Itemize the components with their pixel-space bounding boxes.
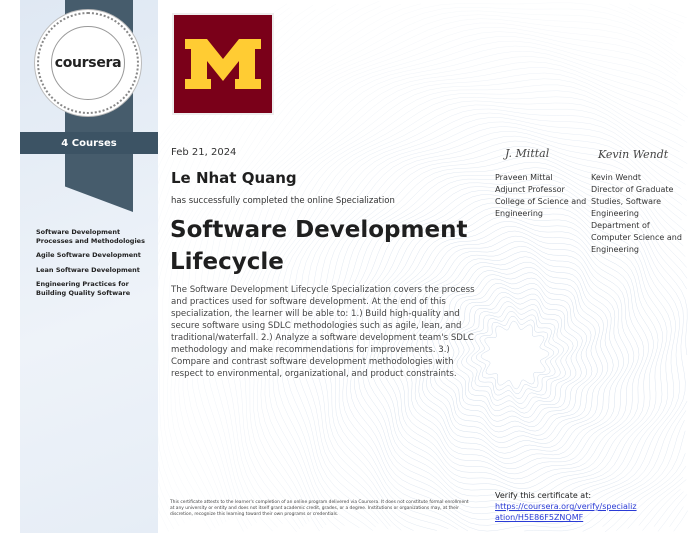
university-logo <box>172 13 274 115</box>
course-item: Engineering Practices for Building Quality Software <box>36 280 131 297</box>
signature-mittal: J. Mittal <box>505 147 550 160</box>
issue-date: Feb 21, 2024 <box>171 147 237 158</box>
signatory-title: Adjunct Professor <box>495 185 565 194</box>
disclaimer: This certificate attests to the learner's completion of an online program delivered via Coursera. It does not constitute formal enrollment at any university or entity and does not itself grant academic credit, grades, or a degree. Institutions or organizations may, at their discretion, recognize this learning toward their own programs or credentials. <box>170 500 469 517</box>
guilloche-ring <box>481 321 549 389</box>
course-item: Agile Software Development <box>36 251 141 259</box>
signatory-dept: Department of Computer Science and Engineering <box>591 221 682 254</box>
verify-block <box>495 490 640 523</box>
signatory-name: Kevin Wendt <box>591 173 641 182</box>
signatory-dept: College of Science and Engineering <box>495 197 587 218</box>
course-item: Lean Software Development <box>36 265 140 274</box>
verify-label: Verify this certificate at: <box>495 491 592 500</box>
signatory-2 <box>591 172 683 256</box>
signature-wendt: Kevin Wendt <box>598 148 669 161</box>
m-logo-icon <box>183 39 263 89</box>
coursera-seal <box>37 12 139 114</box>
course-list <box>36 228 151 303</box>
course-count: 4 Courses <box>20 132 158 154</box>
completion-text: has successfully completed the online Specialization <box>171 196 395 206</box>
signatory-title: Director of Graduate Studies, Software Engineering <box>591 185 674 218</box>
signatory-1 <box>495 172 587 220</box>
course-item: Software Development Processes and Methodologies <box>36 228 145 245</box>
recipient-name: Le Nhat Quang <box>171 169 297 187</box>
verify-link[interactable]: https://coursera.org/verify/specialization/H5E86F5ZNQMF <box>495 502 637 522</box>
seal-brand: coursera <box>54 55 122 71</box>
signatory-name: Praveen Mittal <box>495 173 553 182</box>
description: The Software Development Lifecycle Specialization covers the process and practices used for software development. At the end of this specialization, the learner will be able to: 1.) Build high-quality and secure software using SDLC methodologies such as agile, lean, and traditional/waterfall. 2.) Analyze a software development team's SDLC methodology and make recommendations for improvements. 3.) Compare and contrast software development methodologies with respect to environmental, organizational, and product constraints. <box>171 285 475 379</box>
specialization-title: Software Development Lifecycle <box>170 217 468 275</box>
